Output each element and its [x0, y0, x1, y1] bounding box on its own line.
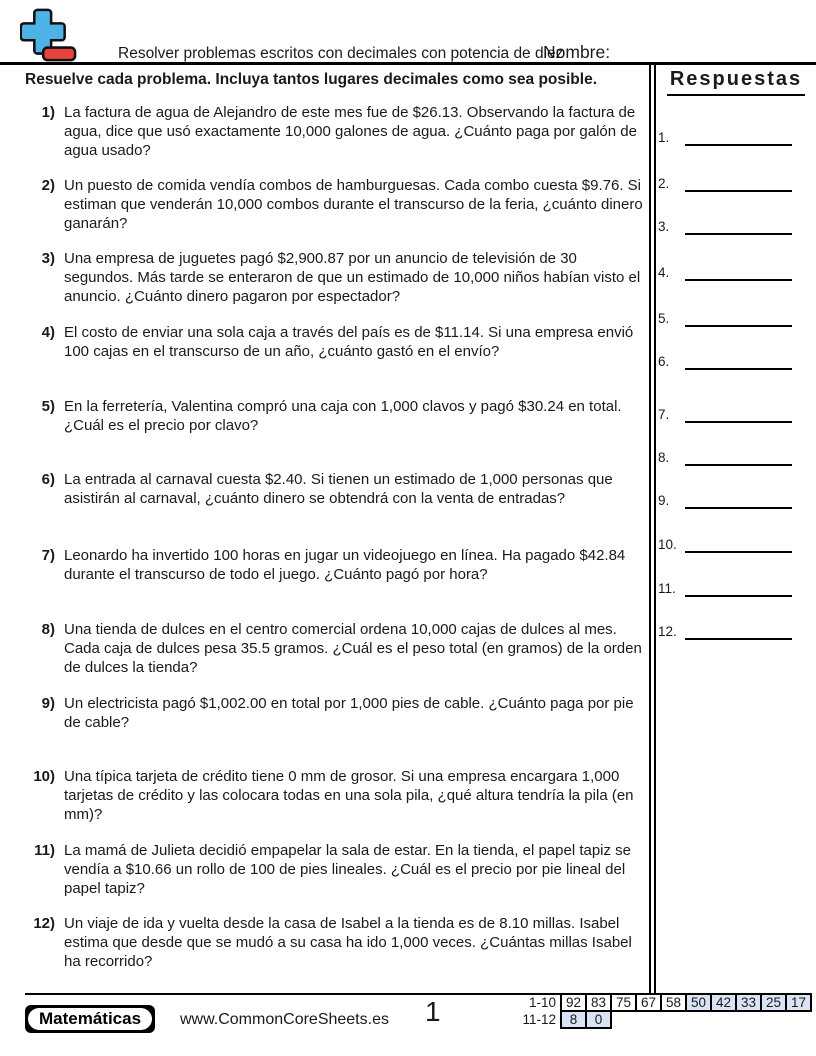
worksheet-title: Resolver problemas escritos con decimales con potencia de diez	[118, 45, 564, 62]
problem-item	[25, 176, 645, 233]
answer-slot	[658, 622, 792, 640]
problem-text: Un puesto de comida vendía combos de hamburguesas. Cada combo cuesta $9.76. Si estiman que venderán 10,000 combos durante el transcurso de la feria, ¿cuánto dinero ganarán?	[64, 177, 643, 232]
score-cell: 50	[685, 993, 712, 1012]
problem-number: 10)	[33, 768, 55, 785]
answer-number: 9.	[658, 493, 670, 508]
score-row-label: 11-12	[522, 1012, 556, 1027]
problem-text: En la ferretería, Valentina compró una caja con 1,000 clavos y pagó $30.24 en total. ¿Cuál es el precio por clavo?	[64, 398, 622, 434]
answer-number: 2.	[658, 176, 670, 191]
problem-text: Una tienda de dulces en el centro comercial ordena 10,000 cajas de dulces al mes. Cada caja de dulces pesa 35.5 gramos. ¿Cuál es el peso total (en gramos) de la orden de dulces la tienda?	[64, 621, 642, 676]
subject-badge-label: Matemáticas	[28, 1008, 152, 1030]
answers-heading: Respuestas	[656, 68, 816, 96]
answer-blank-line[interactable]	[685, 579, 792, 597]
answer-slot	[658, 217, 792, 235]
answer-number: 3.	[658, 219, 670, 234]
score-cell: 58	[660, 993, 687, 1012]
answer-slot	[658, 309, 792, 327]
problem-item	[25, 249, 645, 306]
score-reference-table	[522, 993, 812, 1029]
answer-slot	[658, 579, 792, 597]
problem-text: Una empresa de juguetes pagó $2,900.87 por un anuncio de televisión de 30 segundos. Más tarde se enteraron de que un estimado de 10,000 niños habían visto el anuncio. ¿Cuánto dinero pagaron por espectador?	[64, 250, 641, 305]
problem-number: 8)	[41, 621, 55, 638]
score-cell: 92	[560, 993, 587, 1012]
problem-item	[25, 546, 645, 584]
score-cell: 25	[760, 993, 787, 1012]
score-row-11-12	[522, 1010, 812, 1029]
header-divider-line	[0, 62, 816, 65]
score-cell: 0	[585, 1010, 612, 1029]
instruction-text: Resuelve cada problema. Incluya tantos lugares decimales como sea posible.	[25, 71, 598, 88]
problem-item	[25, 914, 645, 971]
problem-number: 12)	[33, 915, 55, 932]
problem-number: 4)	[41, 324, 55, 341]
website-link[interactable]: www.CommonCoreSheets.es	[180, 1011, 389, 1028]
answer-blank-line[interactable]	[685, 448, 792, 466]
answer-number: 6.	[658, 354, 670, 369]
answer-blank-line[interactable]	[685, 263, 792, 281]
answer-slot	[658, 352, 792, 370]
answer-slot	[658, 405, 792, 423]
score-cell: 42	[710, 993, 737, 1012]
plus-minus-logo-icon	[20, 6, 78, 64]
answer-blank-line[interactable]	[685, 622, 792, 640]
problem-number: 3)	[41, 250, 55, 267]
problem-text: Una típica tarjeta de crédito tiene 0 mm de grosor. Si una empresa encargara 1,000 tarjetas de crédito y las colocara todas en una sola pila, ¿qué altura tendría la pila (en mm)?	[64, 768, 634, 823]
answer-blank-line[interactable]	[685, 128, 792, 146]
answer-blank-line[interactable]	[685, 217, 792, 235]
answers-column-divider	[649, 65, 656, 993]
answer-slot	[658, 128, 792, 146]
problem-number: 5)	[41, 398, 55, 415]
score-cell: 33	[735, 993, 762, 1012]
answer-blank-line[interactable]	[685, 174, 792, 192]
problem-number: 1)	[41, 104, 55, 121]
problem-item	[25, 620, 645, 677]
problem-text: Un viaje de ida y vuelta desde la casa de Isabel a la tienda es de 8.10 millas. Isabel estima que desde que se mudó a su casa ha ido 1,000 veces. ¿Cuántas millas Isabel ha recorrido?	[64, 915, 632, 970]
problem-number: 9)	[41, 695, 55, 712]
answer-slot	[658, 535, 792, 553]
problem-number: 11)	[34, 842, 55, 859]
answer-number: 1.	[658, 130, 670, 145]
problem-item	[25, 841, 645, 898]
problem-number: 7)	[41, 547, 55, 564]
problem-item	[25, 323, 645, 361]
score-cell: 8	[560, 1010, 587, 1029]
problem-text: La factura de agua de Alejandro de este mes fue de $26.13. Observando la factura de agua, dice que usó exactamente 10,000 galones de agua. ¿Cuánto paga por galón de agua usado?	[64, 104, 637, 159]
problem-text: La mamá de Julieta decidió empapelar la sala de estar. En la tienda, el papel tapiz se vendía a $10.66 un rollo de 100 de pies lineales. ¿Cuál es el precio por pie lineal del papel tapiz?	[64, 842, 632, 897]
answer-blank-line[interactable]	[685, 535, 792, 553]
answer-blank-line[interactable]	[685, 352, 792, 370]
problem-text: Leonardo ha invertido 100 horas en jugar un videojuego en línea. Ha pagado $42.84 durante el transcurso de todo el juego. ¿Cuánto pagó por hora?	[64, 547, 626, 583]
answer-number: 8.	[658, 450, 670, 465]
answer-slot	[658, 174, 792, 192]
answer-number: 11.	[658, 581, 676, 596]
answer-slot	[658, 263, 792, 281]
answer-number: 7.	[658, 407, 670, 422]
score-cell: 67	[635, 993, 662, 1012]
score-cell: 17	[785, 993, 812, 1012]
score-cell: 75	[610, 993, 637, 1012]
answer-number: 12.	[658, 624, 677, 639]
answer-blank-line[interactable]	[685, 309, 792, 327]
problem-number: 2)	[41, 177, 55, 194]
answer-number: 5.	[658, 311, 670, 326]
problem-item	[25, 397, 645, 435]
problem-item	[25, 694, 645, 732]
answer-blank-line[interactable]	[685, 405, 792, 423]
subject-badge	[25, 1005, 155, 1033]
answer-blank-line[interactable]	[685, 491, 792, 509]
answer-number: 4.	[658, 265, 670, 280]
problem-item	[25, 103, 645, 160]
problem-item	[25, 470, 645, 508]
answer-slot	[658, 448, 792, 466]
problem-text: El costo de enviar una sola caja a través del país es de $11.14. Si una empresa envió 100 cajas en el transcurso de un año, ¿cuánto gastó en el envío?	[64, 324, 634, 360]
name-label: Nombre:	[543, 42, 611, 62]
problem-text: Un electricista pagó $1,002.00 en total por 1,000 pies de cable. ¿Cuánto paga por pie de cable?	[64, 695, 634, 731]
score-cell: 83	[585, 993, 612, 1012]
problem-text: La entrada al carnaval cuesta $2.40. Si tienen un estimado de 1,000 personas que asistirán al carnaval, ¿cuánto dinero se obtendrá con la venta de entradas?	[64, 471, 613, 507]
problem-number: 6)	[41, 471, 55, 488]
problem-item	[25, 767, 645, 824]
page-number: 1	[425, 996, 441, 1027]
score-row-label: 1-10	[528, 995, 556, 1010]
answer-slot	[658, 491, 792, 509]
answer-number: 10.	[658, 537, 677, 552]
